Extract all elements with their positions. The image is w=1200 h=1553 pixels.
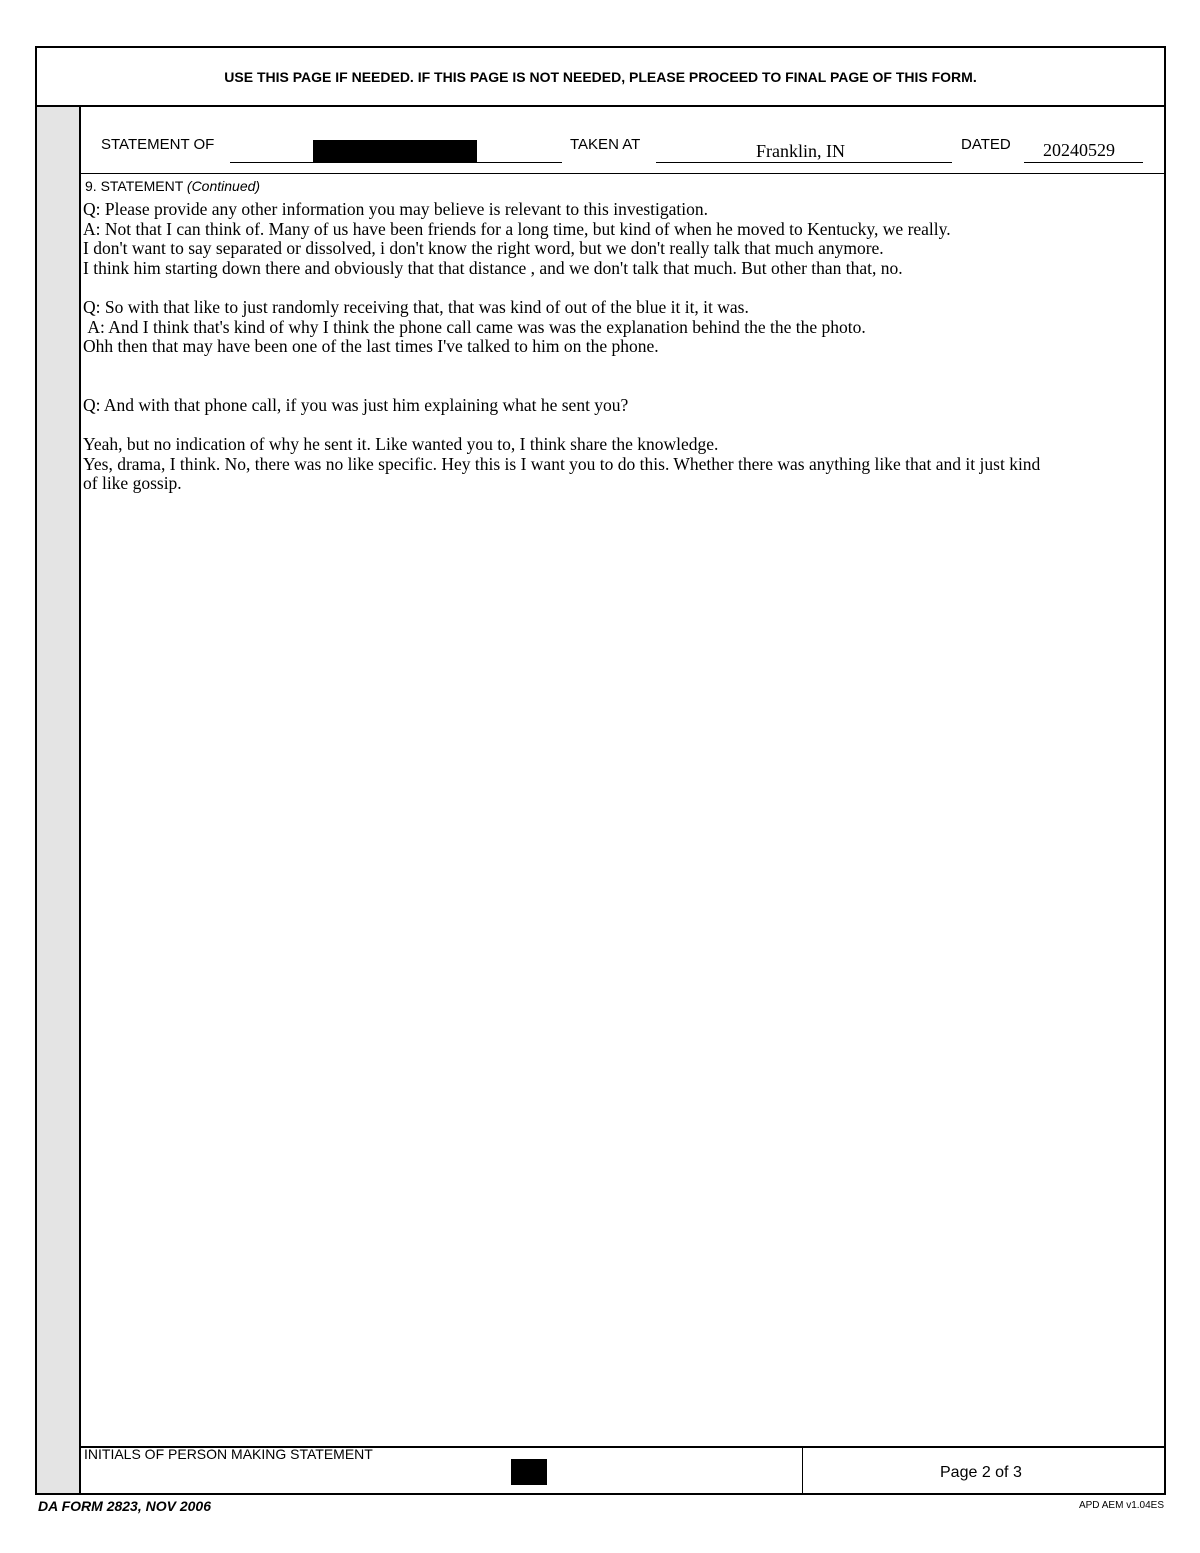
page-number: Page 2 of 3: [940, 1464, 1022, 1481]
statement-label-suffix: (Continued): [186, 178, 261, 194]
footer-column-divider: [802, 1446, 803, 1493]
blank-line: [83, 278, 1163, 298]
statement-body[interactable]: [83, 200, 1163, 494]
statement-line: Yeah, but no indication of why he sent it. Like wanted you to, I think share the knowledge.: [83, 434, 719, 455]
statement-form: [35, 46, 1166, 1495]
statement-line: I don't want to say separated or dissolved, i don't know the right word, but we don't really talk that much anymore.: [83, 238, 884, 259]
blank-line: [83, 416, 1163, 436]
statement-of-label: STATEMENT OF: [101, 136, 215, 153]
blank-line: [83, 376, 1163, 396]
statement-line: A: And I think that's kind of why I think the phone call came was was the explanation behind the the the photo.: [83, 316, 866, 337]
page-banner: USE THIS PAGE IF NEEDED. IF THIS PAGE IS NOT NEEDED, PLEASE PROCEED TO FINAL PAGE OF THIS FORM.: [37, 48, 1164, 107]
statement-line: Ohh then that may have been one of the last times I've talked to him on the phone.: [83, 336, 659, 357]
dated-label: DATED: [961, 136, 1011, 153]
statement-line: Q: Please provide any other information you may believe is relevant to this investigation.: [83, 199, 708, 219]
statement-line: I think him starting down there and obviously that that distance , and we don't talk that much. But other than that, no.: [83, 257, 903, 278]
header-divider: [81, 173, 1164, 174]
margin-strip: [37, 107, 81, 1493]
statement-line: Yes, drama, I think. No, there was no like specific. Hey this is I want you to do this. Whether there was anything like that and it just kind: [83, 453, 1041, 474]
dated-value: 20240529: [1043, 140, 1115, 160]
version-label: APD AEM v1.04ES: [1078, 1500, 1164, 1511]
blank-line: [83, 357, 1163, 377]
statement-line: Q: And with that phone call, if you was just him explaining what he sent you?: [83, 394, 629, 415]
taken-at-value: Franklin, IN: [756, 141, 845, 161]
taken-at-label: TAKEN AT: [570, 136, 641, 153]
statement-label: 9. STATEMENT: [85, 178, 184, 194]
redaction-box: [313, 140, 477, 162]
statement-line: of like gossip.: [83, 473, 182, 494]
initials-redaction-box: [511, 1459, 547, 1485]
statement-line: A: Not that I can think of. Many of us have been friends for a long time, but kind of when he moved to Kentucky, we really.: [83, 218, 951, 239]
statement-section-label: [85, 178, 260, 194]
form-identifier: DA FORM 2823, NOV 2006: [38, 1498, 211, 1514]
initials-label: INITIALS OF PERSON MAKING STATEMENT: [84, 1446, 373, 1462]
statement-line: Q: So with that like to just randomly receiving that, that was kind of out of the blue it it, it was.: [83, 296, 749, 317]
